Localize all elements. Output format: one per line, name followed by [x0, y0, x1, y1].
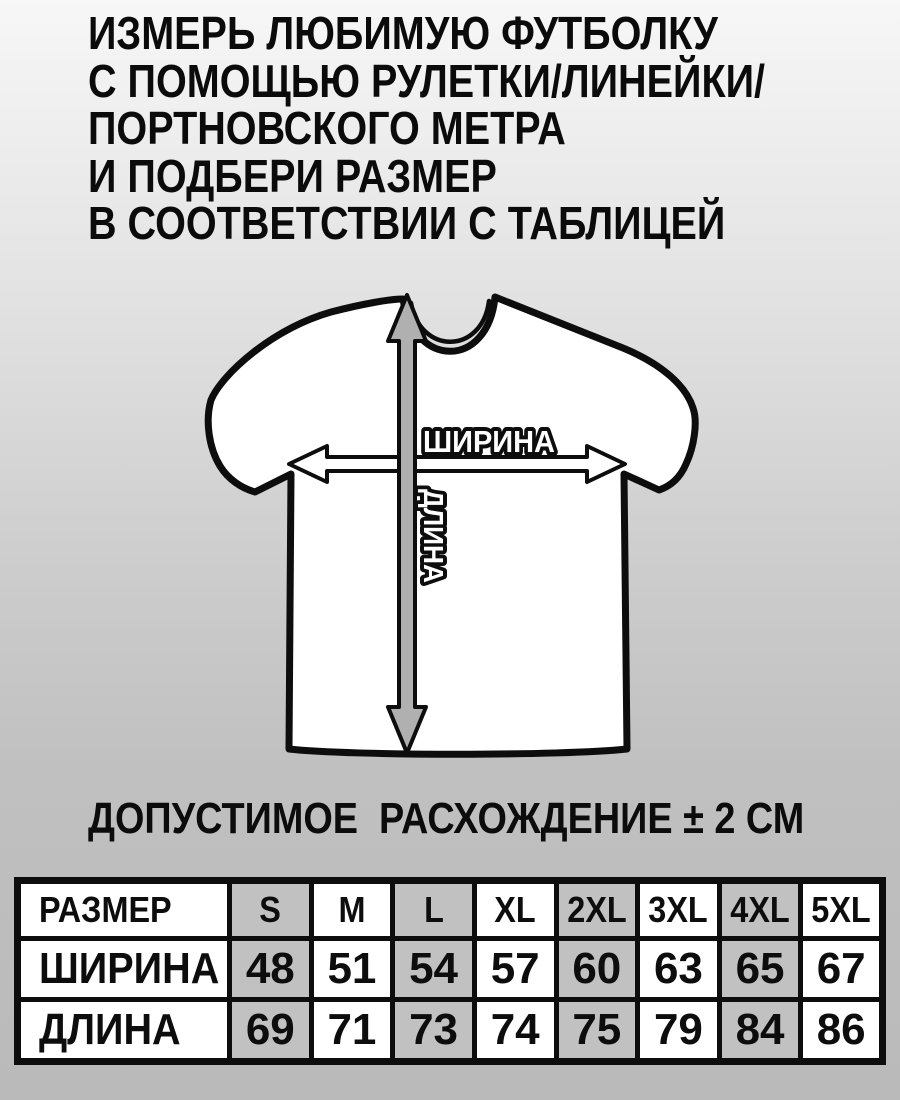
- size-table-cell: 51: [311, 939, 393, 1000]
- instruction-line: И ПОДБЕРИ РАЗМЕР: [88, 149, 497, 202]
- tolerance-note: ДОПУСТИМОЕ РАСХОЖДЕНИЕ ± 2 СМ: [88, 794, 805, 843]
- instruction-line: ИЗМЕРЬ ЛЮБИМУЮ ФУТБОЛКУ: [88, 7, 718, 59]
- size-table-width-row: [18, 939, 883, 1000]
- size-table-header-cell: [474, 881, 556, 939]
- size-table-header-row: [18, 881, 883, 939]
- size-table-cell: 75: [556, 1000, 638, 1062]
- size-table-header-cell: [556, 881, 638, 939]
- instruction-line: С ПОМОЩЬЮ РУЛЕТКИ/ЛИНЕЙКИ/: [88, 54, 766, 107]
- size-table-header-cell: [719, 881, 801, 939]
- size-table-cell: 67: [801, 939, 883, 1000]
- header-cell-text: L: [423, 889, 444, 930]
- header-cell-text: S: [259, 889, 282, 930]
- instruction-line: ПОРТНОВСКОГО МЕТРА: [88, 102, 566, 154]
- size-table-header-cell: [801, 881, 883, 939]
- size-table-header-cell: [311, 881, 393, 939]
- length-label: ДЛИНА: [418, 489, 449, 590]
- header-cell-text: XL: [494, 889, 536, 930]
- size-table-cell: 57: [474, 939, 556, 1000]
- size-table-row-label: [18, 1000, 230, 1062]
- size-table-cell: 69: [230, 1000, 312, 1062]
- size-table-cell: 74: [474, 1000, 556, 1062]
- size-table-cell: 54: [393, 939, 475, 1000]
- size-table-cell: 63: [638, 939, 720, 1000]
- size-table-cell: 65: [719, 939, 801, 1000]
- tshirt-svg: [190, 285, 710, 785]
- size-table-cell: 48: [230, 939, 312, 1000]
- size-table-header-cell: [393, 881, 475, 939]
- size-table-cell: 84: [719, 1000, 801, 1062]
- size-table-header-cell: [230, 881, 312, 939]
- tshirt-outline: [208, 297, 695, 754]
- size-table-header-label: [18, 881, 230, 939]
- header-cell-text: 5XL: [811, 889, 871, 930]
- width-label: ШИРИНА: [423, 424, 555, 459]
- header-cell-text: 3XL: [648, 889, 709, 930]
- size-table: [14, 877, 886, 1065]
- header-cell-text: РАЗМЕР: [39, 889, 172, 930]
- size-table-cell: 60: [556, 939, 638, 1000]
- header-cell-text: M: [338, 889, 366, 930]
- row-label-text: ДЛИНА: [39, 1005, 181, 1054]
- size-table-length-row: [18, 1000, 883, 1062]
- size-table-row-label: [18, 939, 230, 1000]
- header-cell-text: 4XL: [730, 889, 790, 930]
- size-table-header-cell: [638, 881, 720, 939]
- tshirt-diagram: [190, 285, 710, 785]
- instruction-line: В СООТВЕТСТВИИ С ТАБЛИЦЕЙ: [88, 197, 726, 249]
- size-table-cell: 73: [393, 1000, 475, 1062]
- size-table-cell: 71: [311, 1000, 393, 1062]
- instructions-text: [88, 7, 766, 249]
- size-table-cell: 79: [638, 1000, 720, 1062]
- row-label-text: ШИРИНА: [39, 944, 220, 993]
- header-cell-text: 2XL: [567, 889, 627, 930]
- size-table-cell: 86: [801, 1000, 883, 1062]
